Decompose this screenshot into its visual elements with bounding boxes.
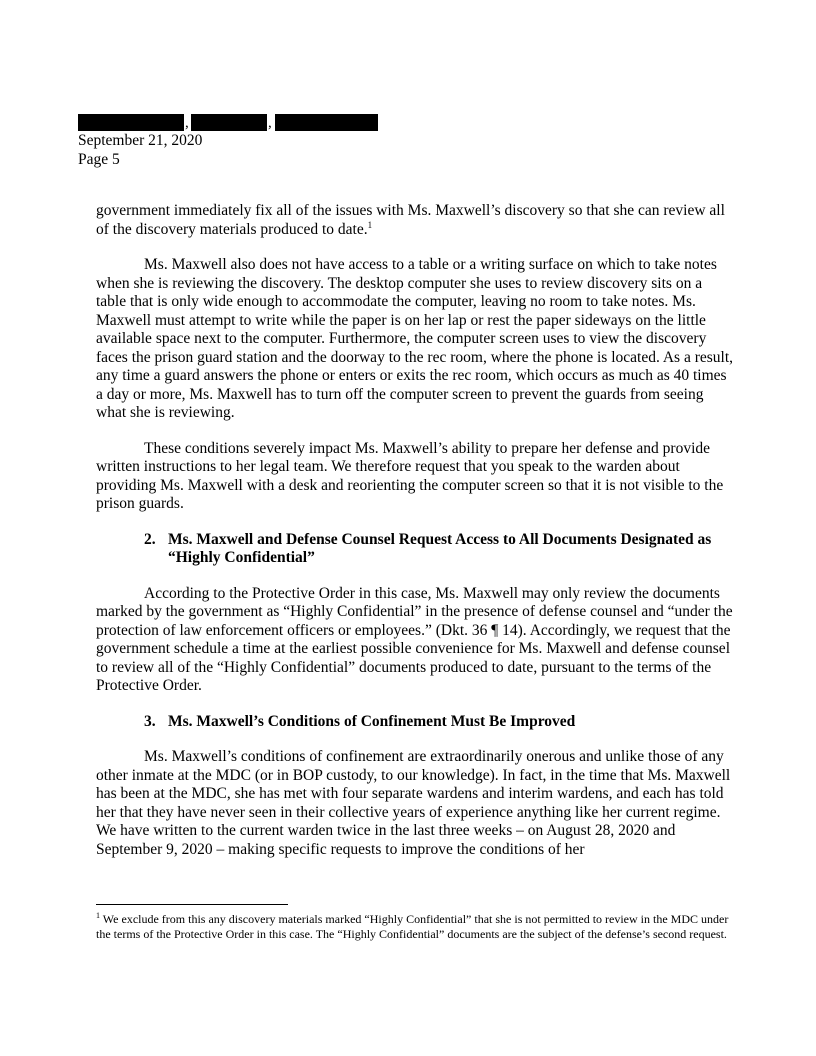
- footnote-number: 1: [96, 911, 100, 920]
- footnote-text: We exclude from this any discovery materials marked “Highly Confidential” that she is not permitted to review in the MDC under the terms of the Protective Order in this case. The “Highly Confidential” documents are the subject of the defense’s second request.: [96, 912, 729, 941]
- separator-1: ,: [185, 115, 189, 131]
- paragraph-5: Ms. Maxwell’s conditions of confinement are extraordinarily onerous and unlike those of any other inmate at the MDC (or in BOP custody, to our knowledge). In fact, in the time that Ms. Maxwell has been at the MDC, she has met with four separate wardens and interim wardens, and each has told her that they have never seen in their collective years of experience anything like her current regime. We have written to the current warden twice in the last three weeks – on August 28, 2020 and September 9, 2020 – making specific requests to improve the conditions of her: [96, 748, 731, 858]
- paragraph-4: According to the Protective Order in this case, Ms. Maxwell may only review the documents marked by the government as “Highly Confidential” in the presence of defense counsel and “under the protection of law enforcement officers or employees.” (Dkt. 36 ¶ 14). Accordingly, we request that the government schedule a time at the earliest possible convenience for Ms. Maxwell and defense counsel to review all of the “Highly Confidential” documents produced to date, pursuant to the terms of the Protective Order.: [96, 584, 733, 694]
- redacted-addressee-line: [78, 114, 272, 132]
- section-heading-2-text: Ms. Maxwell and Defense Counsel Request Access to All Documents Designated as “Highly Confidential”: [168, 530, 712, 566]
- redaction-block-2: [191, 114, 267, 131]
- separator-2: ,: [268, 115, 272, 131]
- redaction-block-1: [78, 114, 184, 131]
- section-heading-3: [96, 713, 736, 732]
- paragraph-1-text: government immediately fix all of the issues with Ms. Maxwell’s discovery so that she can review all of the discovery materials produced to date.: [96, 202, 725, 238]
- letter-header: [78, 114, 272, 169]
- paragraph-2: Ms. Maxwell also does not have access to a table or a writing surface on which to take notes when she is reviewing the discovery. The desktop computer she uses to review discovery sits on a table that is only wide enough to accommodate the computer, leaving no room to take notes. Ms. Maxwell must attempt to write while the paper is on her lap or rest the paper sideways on the little available space next to the computer. Furthermore, the computer screen uses to view the discovery faces the prison guard station and the doorway to the rec room, where the phone is located. As a result, any time a guard answers the phone or enters or exits the rec room, which occurs as much as 40 times a day or more, Ms. Maxwell has to turn off the computer screen to prevent the guards from seeing what she is reviewing.: [96, 256, 734, 421]
- footnote-1: [96, 912, 736, 941]
- paragraph-3: These conditions severely impact Ms. Maxwell’s ability to prepare her defense and provide written instructions to her legal team. We therefore request that you speak to the warden about providing Ms. Maxwell with a desk and reorienting the computer screen so that it is not visible to the prison guards.: [96, 439, 724, 512]
- page-number: Page 5: [78, 150, 120, 168]
- letter-body: [96, 202, 736, 859]
- section-heading-2: [96, 531, 736, 568]
- redaction-block-3: [275, 114, 378, 131]
- footnote-ref-1: 1: [367, 219, 373, 230]
- section-heading-2-number: 2.: [144, 530, 156, 548]
- section-heading-3-number: 3.: [144, 712, 156, 730]
- section-heading-3-text: Ms. Maxwell’s Conditions of Confinement Must Be Improved: [168, 712, 576, 730]
- footnote-divider: [96, 904, 288, 905]
- letter-date: September 21, 2020: [78, 132, 203, 149]
- paragraph-1: [96, 202, 736, 239]
